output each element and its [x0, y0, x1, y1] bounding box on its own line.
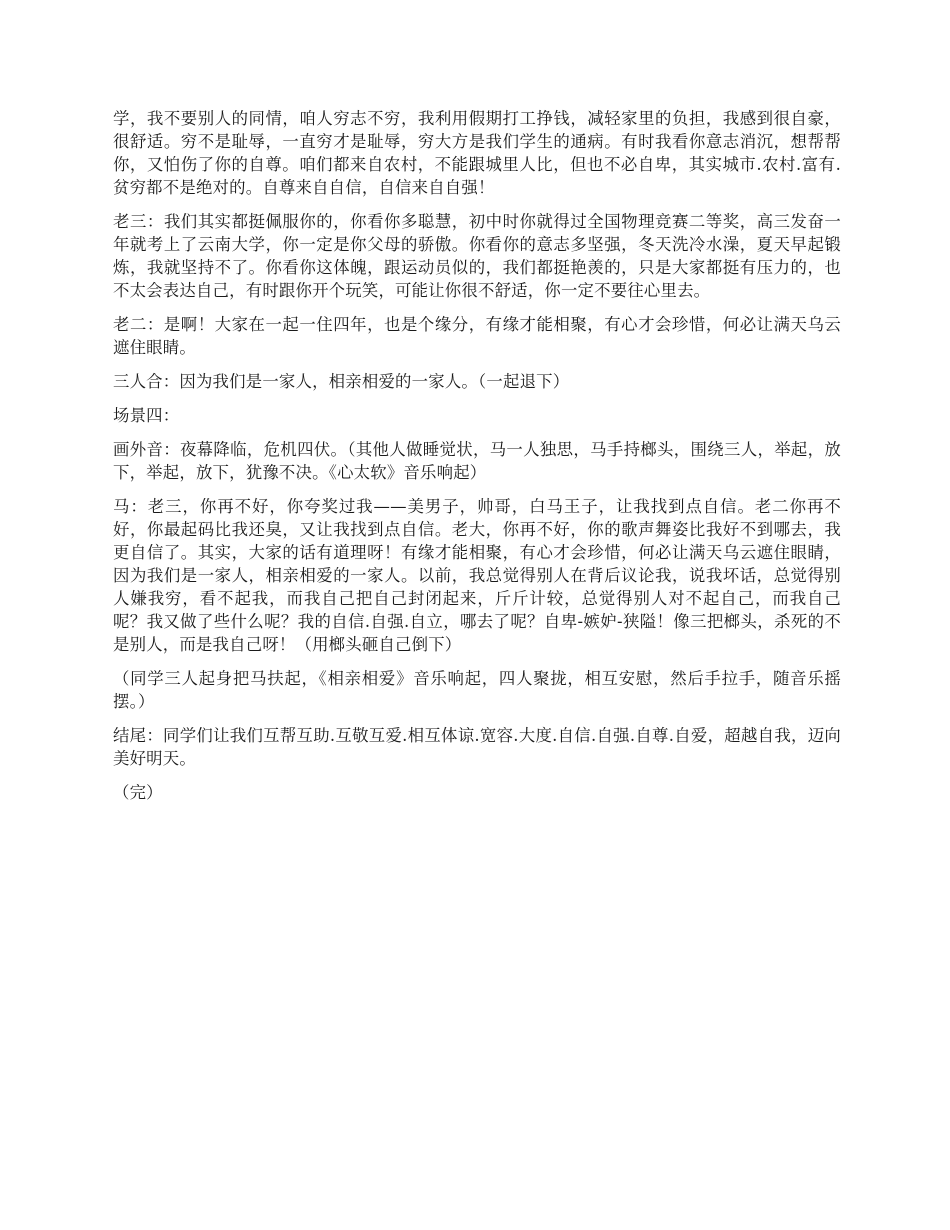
paragraph-4: 三人合：因为我们是一家人，相亲相爱的一家人。（一起退下）: [113, 372, 570, 391]
paragraph-5: 场景四：: [113, 406, 180, 425]
paragraph-7: 马：老三，你再不好，你夸奖过我——美男子，帅哥，白马王子，让我找到点自信。老二你再不好，你最起码比我还臭，又让我找到点自信。老大，你再不好，你的歌声舞姿比我好不到哪去，我更自信了。其实，大家的话有道理呀！有缘才能相聚，有心才会珍惜，何必让满天乌云遮住眼睛，因为我们是一家人，相亲相爱的一家人。以前，我总觉得别人在背后议论我，说我坏话，总觉得别人嫌我穷，看不起我，而我自己把自己封闭起来，斤斤计较，总觉得别人对不起自己，而我自己呢？我又做了些什么呢？我的自信.自强.自立，哪去了呢？自卑-嫉妒-狭隘！像三把榔头，杀死的不是别人，而是我自己呀！（用榔头砸自己倒下）: [113, 497, 841, 654]
paragraph-9: 结尾：同学们让我们互帮互助.互敬互爱.相互体谅.宽容.大度.自信.自强.自尊.自爱，超越自我，迈向美好明天。: [113, 726, 841, 768]
document-page: [113, 107, 841, 815]
paragraph-8: （同学三人起身把马扶起，《相亲相爱》音乐响起，四人聚拢，相互安慰，然后手拉手，随音乐摇摆。）: [113, 669, 841, 711]
paragraph-1: 学，我不要别人的同情，咱人穷志不穷，我利用假期打工挣钱，减轻家里的负担，我感到很自豪，很舒适。穷不是耻辱，一直穷才是耻辱，穷大方是我们学生的通病。有时我看你意志消沉，想帮帮你，又怕伤了你的自尊。咱们都来自农村，不能跟城里人比，但也不必自卑，其实城市.农村.富有.贫穷都不是绝对的。自尊来自自信，自信来自自强！: [113, 109, 841, 197]
paragraph-6: 画外音：夜幕降临，危机四伏。（其他人做睡觉状，马一人独思，马手持榔头，围绕三人，举起，放下，举起，放下，犹豫不决。《心太软》音乐响起）: [113, 440, 841, 482]
paragraph-10: （完）: [113, 783, 163, 802]
paragraph-3: 老二：是啊！大家在一起一住四年，也是个缘分，有缘才能相聚，有心才会珍惜，何必让满天乌云遮住眼睛。: [113, 315, 841, 357]
paragraph-2: 老三：我们其实都挺佩服你的，你看你多聪慧，初中时你就得过全国物理竞赛二等奖，高三发奋一年就考上了云南大学，你一定是你父母的骄傲。你看你的意志多坚强，冬天洗冷水澡，夏天早起锻炼，我就坚持不了。你看你这体魄，跟运动员似的，我们都挺艳羡的，只是大家都挺有压力的，也不太会表达自己，有时跟你开个玩笑，可能让你很不舒适，你一定不要往心里去。: [113, 212, 841, 300]
